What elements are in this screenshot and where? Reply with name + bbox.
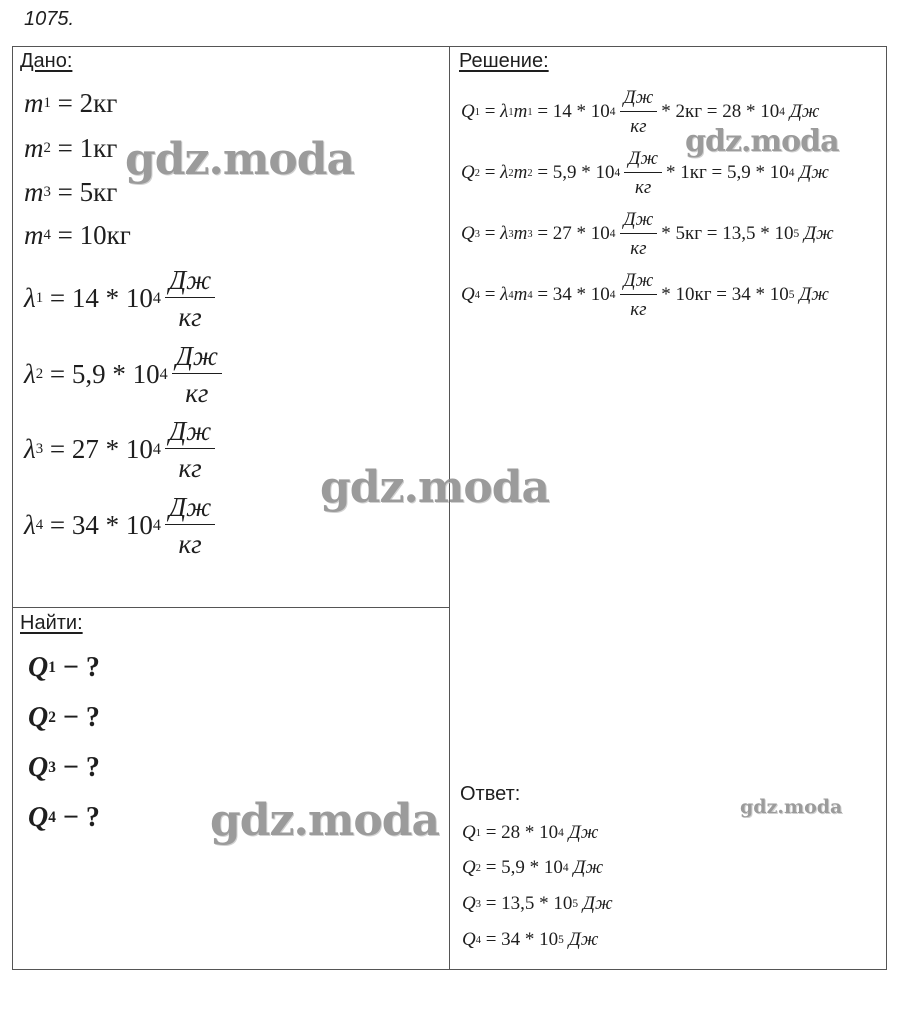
given-lambda-1: λ 1 = 14 * 10 4 $\frac{Дж}{кг}$	[24, 266, 219, 332]
solution-line-4: Q 4 = λ 4 m 4 = 34 * 10 4 $\frac{Дж}{кг}$ * 10кг = 34 * 10 5 Дж	[461, 270, 829, 320]
find-item-1: Q 1 − ?	[28, 652, 100, 683]
answer-line-2: Q 2 = 5,9 * 10 4 Дж	[462, 857, 604, 878]
problem-number: 1075.	[24, 8, 75, 30]
find-header: Найти:	[20, 612, 83, 634]
answer-line-3: Q 3 = 13,5 * 10 5 Дж	[462, 893, 613, 914]
watermark: gdz.moda	[740, 796, 843, 818]
solution-line-2: Q 2 = λ 2 m 2 = 5,9 * 10 4 $\frac{Дж}{кг}$ * 1кг = 5,9 * 10 4 Дж	[461, 148, 829, 198]
row-divider	[12, 607, 450, 608]
find-item-2: Q 2 − ?	[28, 702, 100, 733]
given-lambda-4: λ 4 = 34 * 10 4 $\frac{Дж}{кг}$	[24, 493, 219, 559]
watermark: gdz.moda	[125, 134, 355, 185]
find-item-3: Q 3 − ?	[28, 752, 100, 783]
answer-line-1: Q 1 = 28 * 10 4 Дж	[462, 822, 599, 843]
given-mass-2: m 2 = 1кг	[24, 133, 118, 163]
answer-header: Ответ:	[460, 783, 521, 805]
watermark: gdz.moda	[210, 795, 440, 846]
watermark: gdz.moda	[685, 124, 839, 159]
given-mass-1: m 1 = 2кг	[24, 88, 118, 118]
find-item-4: Q 4 − ?	[28, 802, 100, 833]
given-lambda-2: λ 2 = 5,9 * 10 4 $\frac{Дж}{кг}$	[24, 342, 226, 408]
given-header: Дано:	[20, 50, 73, 72]
solution-line-3: Q 3 = λ 3 m 3 = 27 * 10 4 $\frac{Дж}{кг}$ * 5кг = 13,5 * 10 5 Дж	[461, 209, 834, 259]
solution-line-1: Q 1 = λ 1 m 1 = 14 * 10 4 $\frac{Дж}{кг}$ * 2кг = 28 * 10 4 Дж	[461, 87, 820, 137]
given-lambda-3: λ 3 = 27 * 10 4 $\frac{Дж}{кг}$	[24, 417, 219, 483]
answer-line-4: Q 4 = 34 * 10 5 Дж	[462, 929, 599, 950]
watermark: gdz.moda	[320, 462, 550, 513]
given-mass-3: m 3 = 5кг	[24, 177, 118, 207]
given-mass-4: m 4 = 10кг	[24, 220, 131, 250]
solution-header: Решение:	[459, 50, 549, 72]
